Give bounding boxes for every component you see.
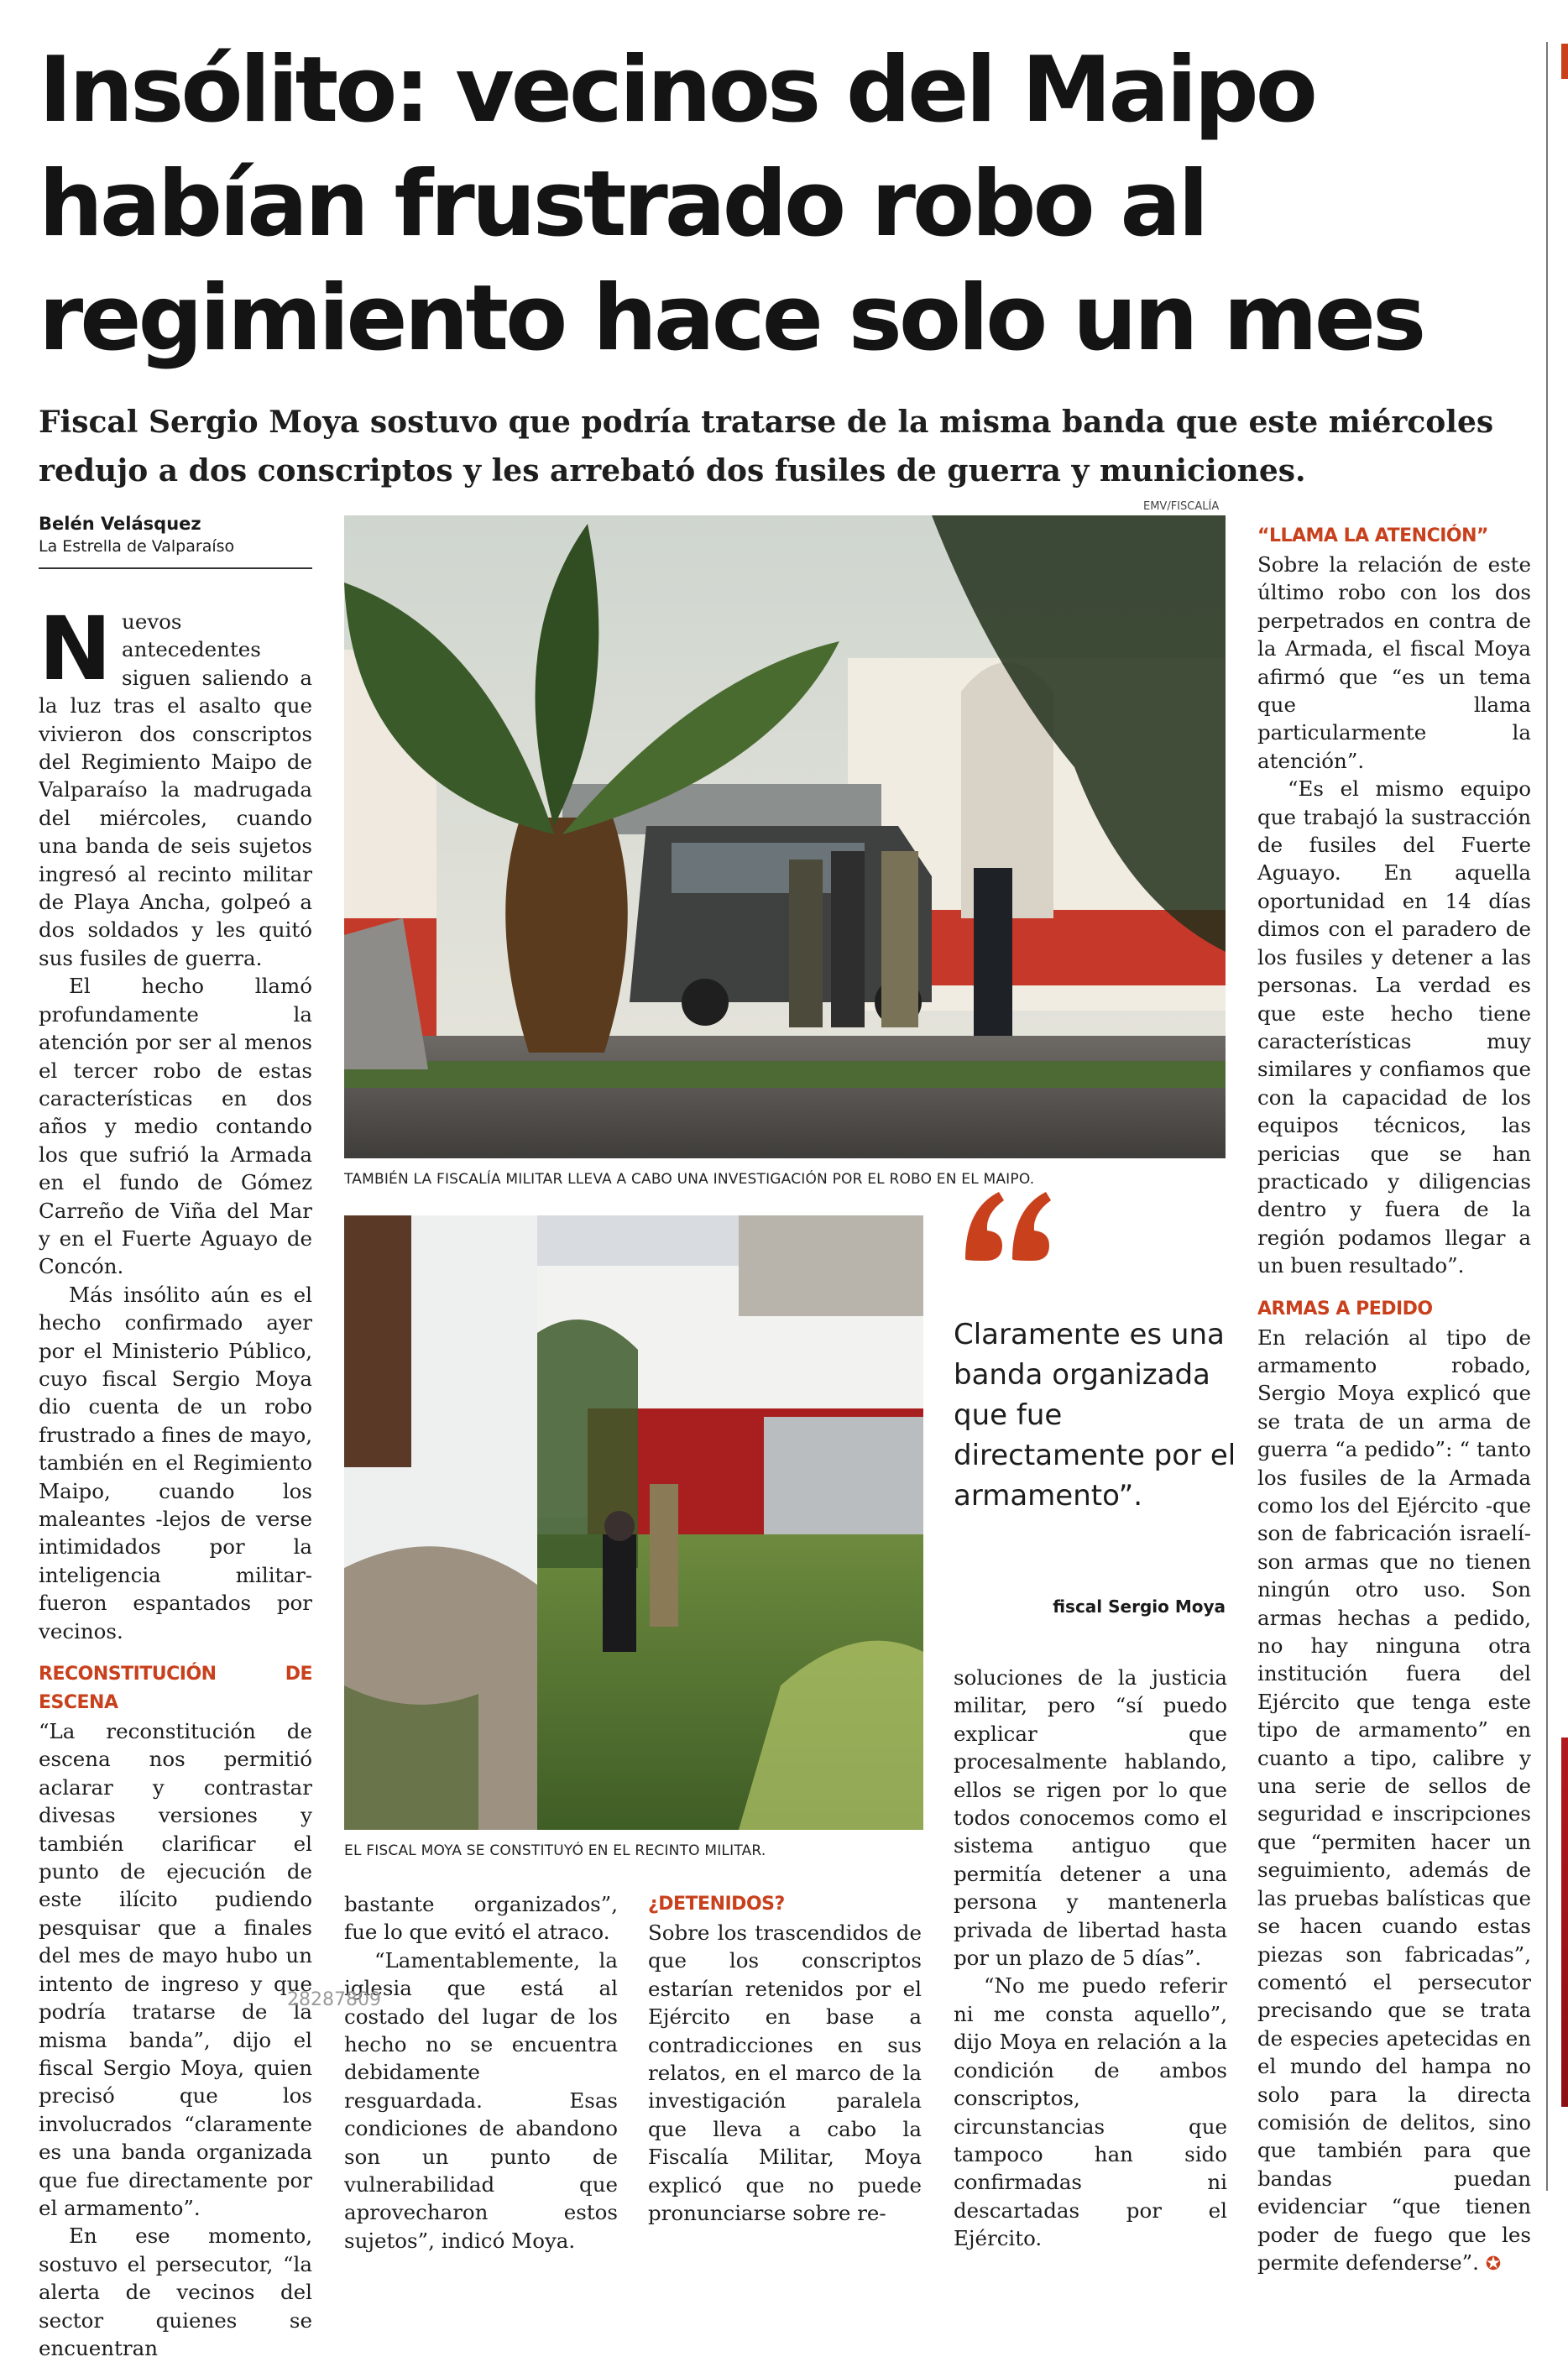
paragraph: “La reconstitución de escena nos permitió aclarar y contrastar divesas versiones y también clarificar el punto de ejecución de este ilícito pudiendo pesquisar que a finales del mes de mayo hubo un intento de ingreso y que podría tratarse de la misma banda”, dijo el fiscal Sergio Moya, quien precisó que los involucrados “claramente es una banda organizada que fue directamente por el armamento”.: [39, 1719, 312, 2220]
lead-paragraph-text: uevos antecedentes siguen saliendo a la luz tras el asalto que vivieron dos conscriptos del Regimiento Maipo de Valparaíso la madrugada del miércoles, cuando una banda de seis sujetos ingresó al recinto militar de Playa Ancha, golpeó a dos soldados y les quitó sus fusiles de guerra.: [39, 609, 312, 970]
drop-cap: N: [39, 598, 112, 700]
paragraph: [1257, 1324, 1531, 2279]
paragraph: Sobre la relación de este último robo con los dos perpetrados en contra de la Armada, el fiscal Moya afirmó que “es un tema que llama particularmente la atención”.: [1257, 552, 1531, 773]
byline-author: Belén Velásquez: [39, 514, 201, 534]
byline-rule: [39, 567, 312, 569]
article-column-4: [954, 1664, 1227, 2253]
subhead-reconstitucion: RECONSTITUCIÓN DE ESCENA: [39, 1664, 312, 1714]
article-column-3: [648, 1890, 922, 2227]
subhead-llama-atencion: “LLAMA LA ATENCIÓN”: [1257, 525, 1488, 546]
lead-paragraph: [39, 598, 312, 972]
article-column-5: [1257, 522, 1531, 2278]
headline: Insólito: vecinos del Maipo habían frustrado robo al regimiento hace solo un mes: [39, 38, 1424, 371]
photo-caption-bottom: EL FISCAL MOYA SE CONSTITUYÓ EN EL RECINTO MILITAR.: [344, 1842, 766, 1859]
photo-fiscal-site: [344, 1215, 923, 1830]
photo-regiment-entrance: [344, 515, 1226, 1158]
pull-quote: Claramente es una banda organizada que fue directamente por el armamento”.: [954, 1318, 1236, 1513]
subhead-armas-pedido: ARMAS A PEDIDO: [1257, 1298, 1433, 1319]
paragraph: “Lamentablemente, la iglesia que está al costado del lugar de los hecho no se encuentra debidamente resguardada. Esas condiciones de abandono son un punto de vulnerabilidad que aprovecharon estos sujetos”, indicó Moya.: [344, 1947, 618, 2253]
article-column-2: [344, 1890, 618, 2255]
paragraph: bastante organizados”, fue lo que evitó el atraco.: [344, 1892, 618, 1945]
subhead-detenidos: ¿DETENIDOS?: [648, 1894, 785, 1915]
article-column-1: [39, 598, 312, 2362]
paragraph: En ese momento, sostuvo el persecutor, “la alerta de vecinos del sector quienes se encuentran: [39, 2224, 312, 2360]
edge-color-mark-bottom: [1561, 1738, 1568, 2107]
photo-credit: EMV/FISCALÍA: [1143, 500, 1220, 513]
quote-mark-icon: [957, 1175, 1058, 1276]
paragraph: “Es el mismo equipo que trabajó la sustracción de fusiles del Fuerte Aguayo. En aquella oportunidad en 14 días dimos con el paradero de los fusiles y detener a las personas. La verdad es que este hecho tiene características muy similares y confiamos que con la capacidad de los equipos técnicos, las pericias que se han practicado y diligencias dentro y fuera de la región podamos llegar a un buen resultado”.: [1257, 776, 1531, 1278]
byline-publication: La Estrella de Valparaíso: [39, 537, 235, 556]
paragraph: El hecho llamó profundamente la atención por ser al menos el tercer robo de estas características en dos años y medio contando los que sufrió la Armada en el fundo de Gómez Carreño de Viña del Mar y en el Fuerte Aguayo de Concón.: [39, 974, 312, 1279]
photo-regiment-entrance-image: [344, 515, 1226, 1158]
edge-color-mark-top: [1561, 44, 1568, 79]
photo-caption-top: TAMBIÉN LA FISCALÍA MILITAR LLEVA A CABO UNA INVESTIGACIÓN POR EL ROBO EN EL MAIPO.: [344, 1171, 1035, 1188]
paragraph-text: En relación al tipo de armamento robado, Sergio Moya explicó que se trata de un arma de guerra “a pedido”: “ tanto los fusiles de la Armada como los del Ejército -que son de fabricación israelí- son armas que no tienen ningún otro uso. Son armas hechas a pedido, no hay ninguna otra institución fuera del Ejército que tenga este tipo de armamento” en cuanto a tipo, calibre y una serie de sellos de seguridad e inscripciones que “permiten hacer un seguimiento, además de las pruebas balísticas que se hacen cuando estas piezas son fabricadas”, comentó el persecutor precisando que se trata de especies apetecidas en el mundo del hampa no solo para la directa comisión de delitos, sino que también para que bandas puedan evidenciar “que tienen poder de fuego que les permite defenderse”.: [1257, 1325, 1531, 2275]
deck-subtitle: Fiscal Sergio Moya sostuvo que podría tratarse de la misma banda que este miércoles redujo a dos conscriptos y les arrebató dos fusiles de guerra y municiones.: [39, 405, 1494, 489]
pull-quote-attribution: fiscal Sergio Moya: [1053, 1596, 1226, 1617]
photo-fiscal-site-image: [344, 1215, 923, 1830]
right-column-rule: [1546, 42, 1548, 2191]
paragraph: soluciones de la justicia militar, pero “sí puedo explicar que procesalmente hablando, ellos se rigen por lo que todos conocemos como el sistema antiguo que permitía detener a una persona y mantenerla privada de libertad hasta por un plazo de 5 días”.: [954, 1665, 1227, 1971]
paragraph: Más insólito aún es el hecho confirmado ayer por el Ministerio Público, cuyo fiscal Sergio Moya dio cuenta de un robo frustrado a fines de mayo, también en el Regimiento Maipo, cuando los maleantes -lejos de verse intimidados por la inteligencia militar- fueron espantados por vecinos.: [39, 1282, 312, 1643]
paragraph: “No me puedo referir ni me consta aquello”, dijo Moya en relación a la condición de ambos conscriptos, circunstancias que tampoco han sido confirmadas ni descartadas por el Ejército.: [954, 1973, 1227, 2251]
id-stamp: 28287809: [287, 1989, 381, 2010]
paragraph: Sobre los trascendidos de que los conscriptos estarían retenidos por el Ejército en base a contradicciones en sus relatos, en el marco de la investigación paralela que lleva a cabo la Fiscalía Militar, Moya explicó que no puede pronunciarse sobre re-: [648, 1920, 922, 2226]
end-mark-icon: ✪: [1485, 2253, 1502, 2275]
